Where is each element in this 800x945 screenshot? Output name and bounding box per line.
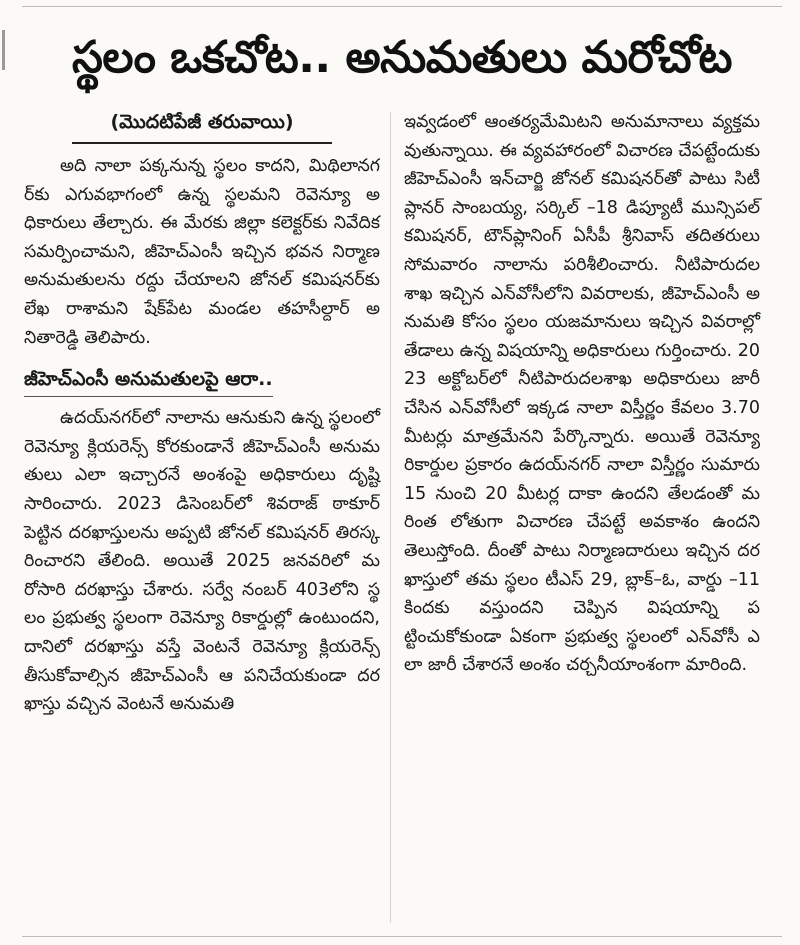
left-paragraph-1: అది నాలా పక్కనున్న స్థలం కాదని, మిథిలానగర్‌కు ఎగువభాగంలో ఉన్న స్థలమని రెవెన్యూ అధికారులు తేల్చారు. ఈ మేరకు జిల్లా కలెక్టర్‌కు నివేదిక సమర్పించామని, జీహెచ్‌ఎంసీ ఇచ్చిన భవన నిర్మాణ అనుమతులను రద్దు చేయాలని జోనల్‌ కమిషనర్‌కు లేఖ రాశామని షేక్‌పేట మండల తహసీల్దార్‌ అనితారెడ్డి తెలిపారు. [24,156,380,348]
column-divider [390,112,391,922]
subheading-block [24,364,380,394]
continued-from-front-page: (మొదటిపేజీ తరువాయి) [72,108,332,144]
headline: స్థలం ఒకచోట.. అనుమతులు మరోచోట [72,32,732,83]
right-column [404,108,760,680]
left-paragraph-2: ఉదయ్‌నగర్‌లో నాలాను ఆనుకుని ఉన్న స్థలంలో రెవెన్యూ క్లియరెన్స్‌ కోరకుండానే జీహెచ్‌ఎంసీ అనుమతులు ఎలా ఇచ్చారనే అంశంపై అధికారులు దృష్టి సారించారు. 2023 డిసెంబర్‌లో శివరాజ్‌ ఠాకూర్‌ పెట్టిన దరఖాస్తులను అప్పటి జోనల్‌ కమిషనర్‌ తిరస్కరించారని తేలింది. అయితే 2025 జనవరిలో మరోసారి దరఖాస్తు చేశారు. సర్వే నంబర్‌ 403లోని స్థలం ప్రభుత్వ స్థలంగా రెవెన్యూ రికార్డుల్లో ఉంటుందని, దానిలో దరఖాస్తు వస్తే వెంటనే రెవెన్యూ క్లియరెన్స్‌ తీసుకోవాల్సిన జీహెచ్‌ఎంసీ ఆ పనిచేయకుండా దరఖాస్తు వచ్చిన వెంటనే అనుమతి [24,408,380,715]
right-paragraph-1: ఇవ్వడంలో ఆంతర్యమేమిటని అనుమానాలు వ్యక్తమవుతున్నాయి. ఈ వ్యవహారంలో విచారణ చేపట్టేందుకు జీహెచ్‌ఎంసీ ఇన్‌చార్జి జోనల్‌ కమిషనర్‌తో పాటు సిటీ ప్లానర్‌ సాంబయ్య, సర్కిల్‌ –18 డిప్యూటీ మున్సిపల్‌ కమిషనర్‌, టౌన్‌ప్లానింగ్‌ ఏసీపీ శ్రీనివాస్‌ తదితరులు సోమవారం నాలాను పరిశీలించారు. నీటిపారుదల శాఖ ఇచ్చిన ఎన్‌వోసీలోని వివరాలకు, జీహెచ్‌ఎంసీ అనుమతి కోసం స్థలం యజమానులు ఇచ్చిన వివరాల్లో తేడాలు ఉన్న విషయాన్ని అధికారులు గుర్తించారు. 2023 అక్టోబర్‌లో నీటిపారుదలశాఖ అధికారులు జారీ చేసిన ఎన్‌వోసీలో ఇక్కడ నాలా విస్తీర్ణం కేవలం 3.70 మీటర్లు మాత్రమేనని పేర్కొన్నారు. అయితే రెవెన్యూ రికార్డుల ప్రకారం ఉదయ్‌నగర్‌ నాలా విస్తీర్ణం సుమారు 15 నుంచి 20 మీటర్ల దాకా ఉందని తేలడంతో మరింత లోతుగా విచారణ చేపట్టే అవకాశం ఉందని తెలుస్తోంది. దీంతో పాటు నిర్మాణదారులు ఇచ్చిన దరఖాస్తులో తమ స్థలం టీఎస్‌ 29, బ్లాక్‌–ఓ, వార్డు –11 కిందకు వస్తుందని చెప్పిన విషయాన్ని పట్టించుకోకుండా ఏకంగా ప్రభుత్వ స్థలంలో ఎన్‌వోసీ ఎలా జారీ చేశారనే అంశం చర్చనీయాంశంగా మారింది. [404,112,760,676]
top-rule [22,6,782,7]
bottom-rule [22,936,782,937]
left-column [24,108,380,719]
subheading: జీహెచ్‌ఎంసీ అనుమతులపై ఆరా.. [24,368,273,397]
edge-mark [2,30,5,70]
